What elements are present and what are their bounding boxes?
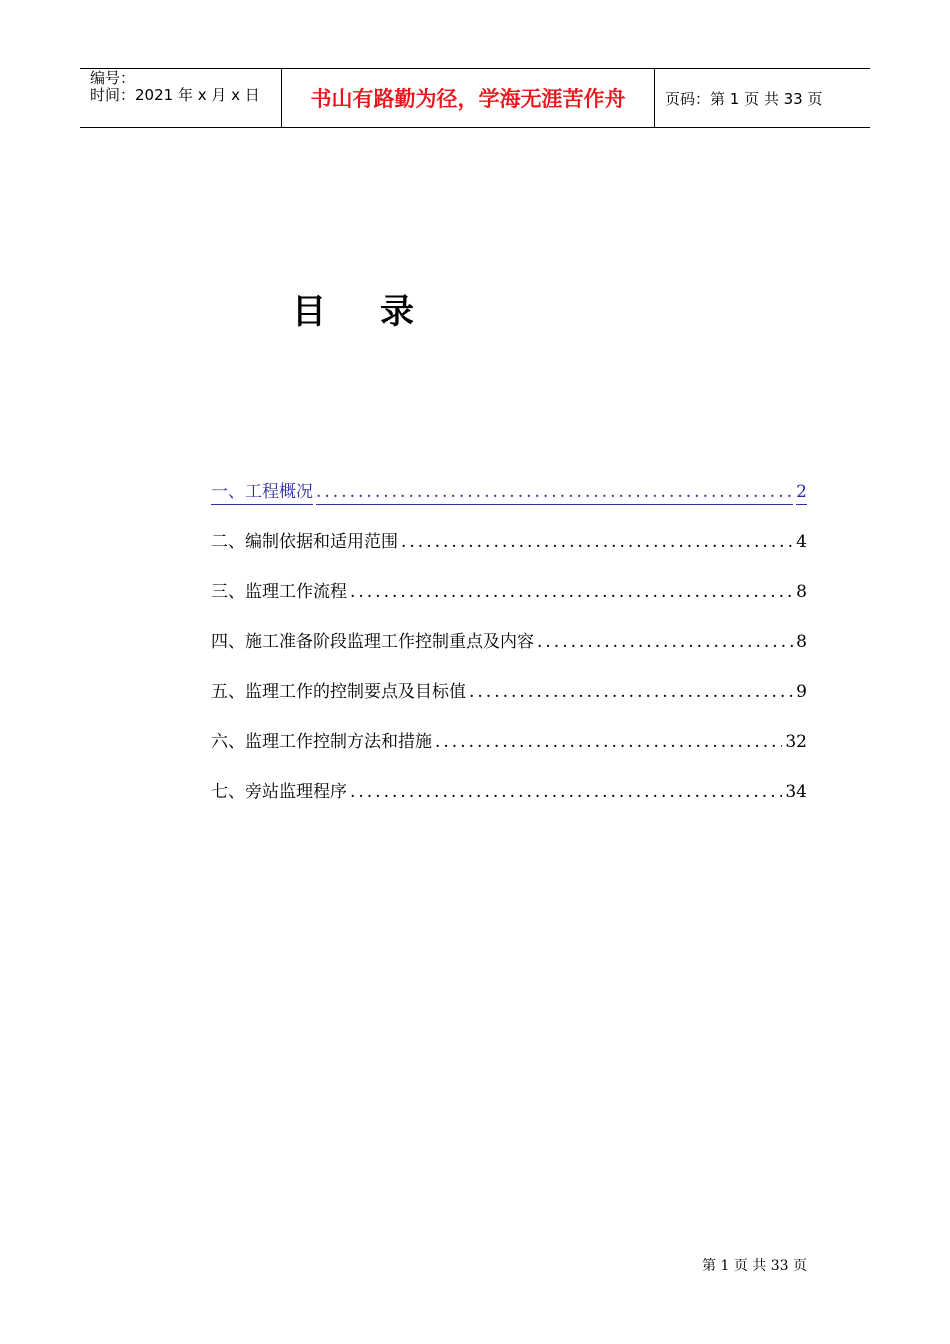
header-motto: 书山有路勤为径，学海无涯苦作舟	[282, 69, 655, 127]
toc-leader	[316, 480, 793, 505]
header-meta	[80, 69, 282, 127]
page-header	[80, 68, 870, 128]
toc-item-page[interactable]: 34	[785, 782, 807, 802]
toc-item-label[interactable]: 四、施工准备阶段监理工作控制重点及内容	[211, 632, 534, 652]
toc-item-label[interactable]: 六、监理工作控制方法和措施	[211, 732, 432, 752]
toc-item-label[interactable]: 五、监理工作的控制要点及目标值	[211, 682, 466, 702]
toc-leader	[350, 580, 793, 604]
toc-item-page[interactable]: 9	[796, 682, 807, 702]
toc-leader	[537, 630, 793, 654]
toc-leader	[401, 530, 793, 554]
toc-item[interactable]	[211, 680, 807, 730]
toc-item[interactable]	[211, 780, 807, 830]
toc-item-label[interactable]: 三、监理工作流程	[211, 582, 347, 602]
header-page-label: 页码：第 1 页 共 33 页	[665, 89, 823, 108]
number-label: 编号：	[90, 69, 136, 87]
title-char-2: 录	[380, 292, 414, 332]
table-of-contents	[211, 480, 807, 830]
toc-item-label[interactable]: 二、编制依据和适用范围	[211, 532, 398, 552]
toc-leader	[469, 680, 793, 704]
toc-item[interactable]	[211, 580, 807, 630]
toc-item-page[interactable]: 32	[785, 732, 807, 752]
toc-leader	[435, 730, 782, 754]
toc-item[interactable]	[211, 630, 807, 680]
time-label: 时间：2021 年 x 月 x 日	[90, 86, 260, 104]
toc-item[interactable]	[211, 730, 807, 780]
title-char-1: 目	[292, 292, 326, 332]
toc-item-page[interactable]: 4	[796, 532, 807, 552]
toc-item-page[interactable]: 8	[796, 632, 807, 652]
toc-item-label[interactable]: 一、工程概况	[211, 480, 313, 505]
page-title	[292, 284, 414, 333]
toc-item-page[interactable]: 2	[796, 480, 807, 505]
toc-leader	[350, 780, 782, 804]
toc-item[interactable]	[211, 530, 807, 580]
toc-item-page[interactable]: 8	[796, 582, 807, 602]
toc-item[interactable]	[211, 480, 807, 530]
toc-item-label[interactable]: 七、旁站监理程序	[211, 782, 347, 802]
page-footer: 第 1 页 共 33 页	[702, 1258, 807, 1274]
